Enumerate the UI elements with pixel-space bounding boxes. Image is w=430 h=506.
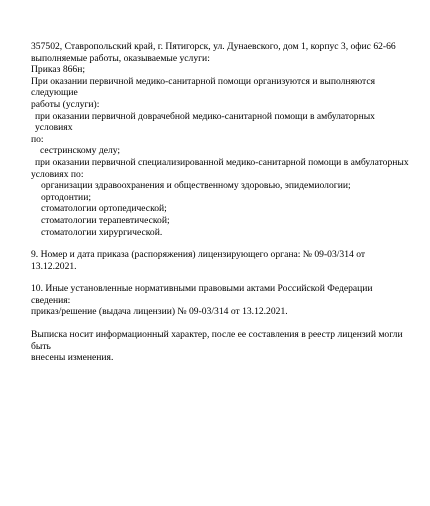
service-item: организации здравоохранения и общественному здоровью, эпидемиологии; xyxy=(41,180,351,192)
nursing-line: сестринскому делу; xyxy=(40,145,121,157)
pmsp-intro-line-2: работы (услуги): xyxy=(31,98,100,110)
primary-prevrach-line-2: по: xyxy=(31,133,44,145)
item-10-line-1: 10. Иные установленные нормативными правовыми актами Российской Федерации сведения: xyxy=(31,283,373,306)
paragraph-spacer xyxy=(31,318,411,329)
item-10-line-2: приказ/решение (выдача лицензии) № 09-03/314 от 13.12.2021. xyxy=(31,306,288,318)
primary-prevrach-line-1: при оказании первичной доврачебной медико-санитарной помощи в амбулаторных условиях xyxy=(35,110,375,134)
note-line-2: внесены изменения. xyxy=(31,352,114,364)
works-label: выполняемые работы, оказываемые услуги: xyxy=(31,52,210,64)
service-item: стоматологии хирургической. xyxy=(41,226,163,238)
primary-special-line-1: при оказании первичной специализированной медико-санитарной помощи в амбулаторных xyxy=(35,156,409,168)
item-9: 9. Номер и дата приказа (распоряжения) лицензирующего органа: № 09-03/314 от 13.12.2021. xyxy=(31,249,366,272)
license-extract-text xyxy=(31,41,411,364)
pmsp-intro-line-1: При оказании первичной медико-санитарной помощи организуются и выполняются следующие xyxy=(31,75,375,99)
primary-special-line-2: условиях по: xyxy=(31,168,84,180)
service-item: ортодонтии; xyxy=(41,191,91,203)
service-item: стоматологии терапевтической; xyxy=(41,214,170,226)
service-item: стоматологии ортопедической; xyxy=(41,203,167,215)
paragraph-spacer xyxy=(31,238,411,249)
address-line: 357502, Ставропольский край, г. Пятигорск, ул. Дунаевского, дом 1, корпус 3, офис 62-66 xyxy=(31,41,396,52)
order-line: Приказ 866н; xyxy=(31,64,86,76)
note-line-1: Выписка носит информационный характер, после ее составления в реестр лицензий могли быть xyxy=(31,329,403,352)
paragraph-spacer xyxy=(31,272,411,283)
